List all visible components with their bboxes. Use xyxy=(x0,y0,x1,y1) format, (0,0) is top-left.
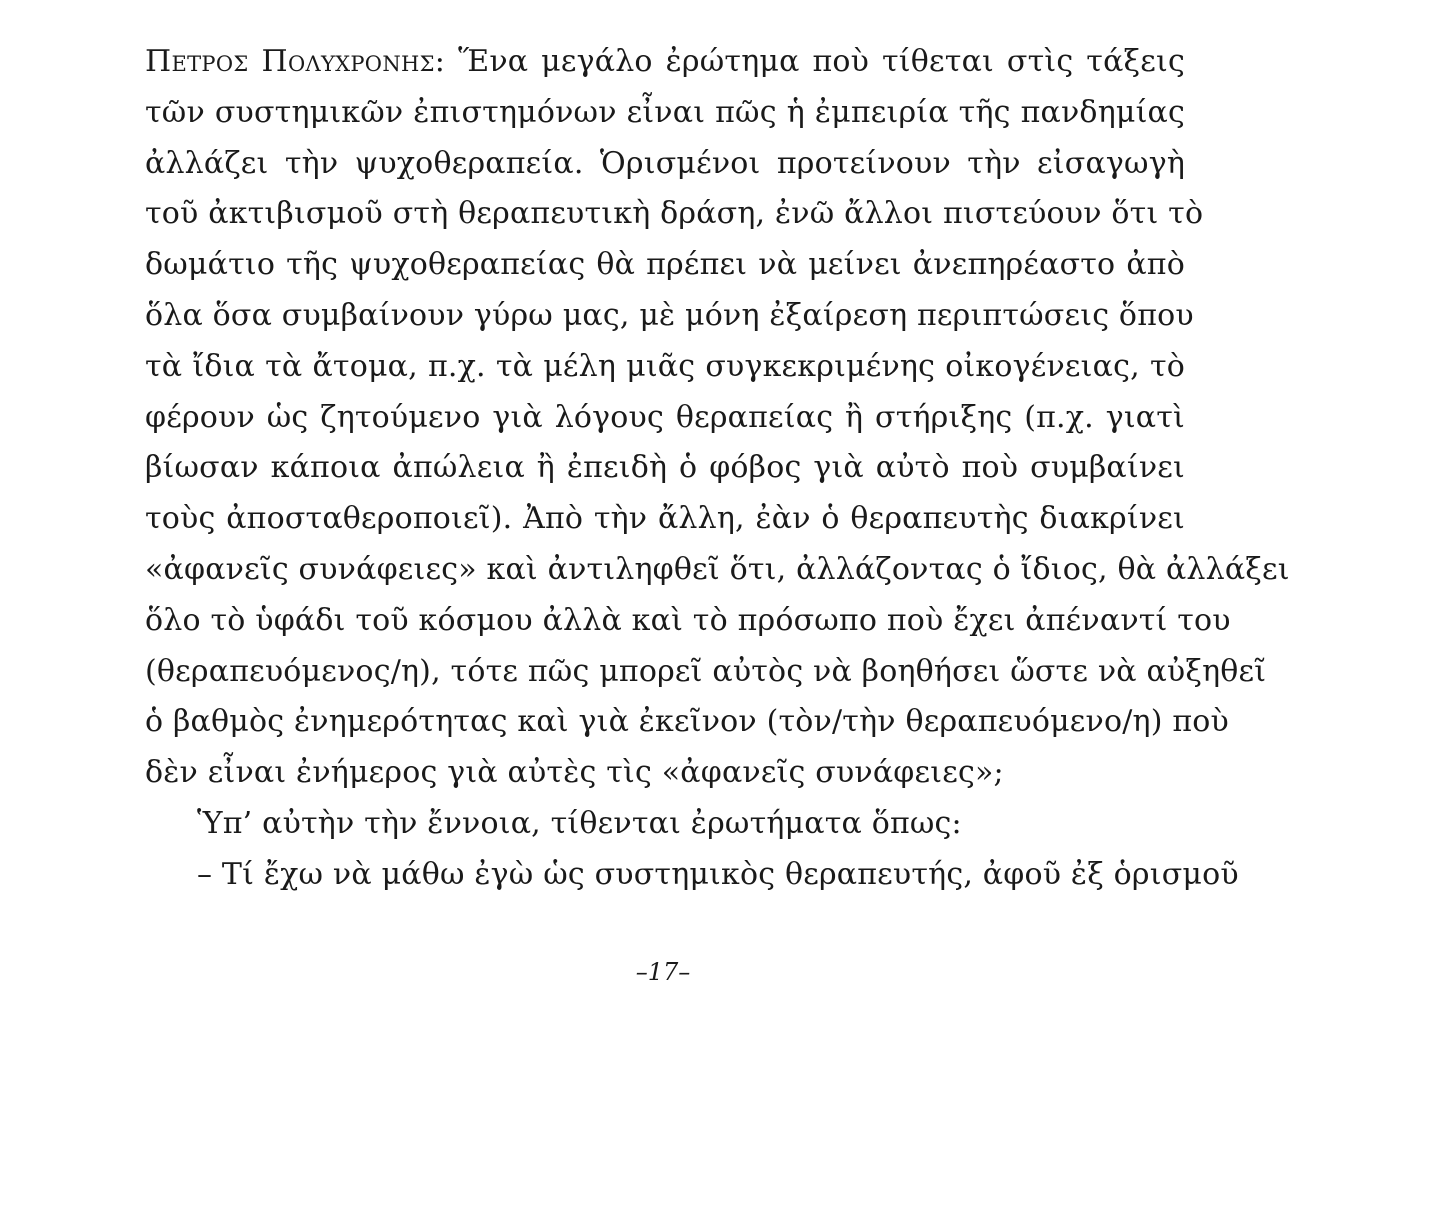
speaker-name: Πετρος Πολυχρονης: xyxy=(145,44,446,79)
text-line: τὰ ἴδια τὰ ἄτομα, π.χ. τὰ μέλη μιᾶς συγκεκριμένης οἰκογένειας, τὸ xyxy=(145,348,1185,384)
body-text xyxy=(145,37,1290,901)
text-line: ὅλο τὸ ὑφάδι τοῦ κόσμου ἀλλὰ καὶ τὸ πρόσωπο ποὺ ἔχει ἀπέναντί του xyxy=(145,602,1231,638)
text-line: (θεραπευόμενος/η), τότε πῶς μπορεῖ αὐτὸς νὰ βοηθήσει ὥστε νὰ αὐξηθεῖ xyxy=(145,653,1267,689)
text-line: τοὺς ἀποσταθεροποιεῖ). Ἀπὸ τὴν ἄλλη, ἐὰν ὁ θεραπευτὴς διακρίνει xyxy=(145,501,1185,537)
text-line: ὁ βαθμὸς ἐνημερότητας καὶ γιὰ ἐκεῖνον (τὸν/τὴν θεραπευόμενο/η) ποὺ xyxy=(145,704,1229,740)
text-line: τοῦ ἀκτιβισμοῦ στὴ θεραπευτικὴ δράση, ἐνῶ ἄλλοι πιστεύουν ὅτι τὸ xyxy=(145,196,1204,232)
page-number: –17– xyxy=(635,958,691,986)
text-line xyxy=(145,37,1185,88)
text-line: δωμάτιο τῆς ψυχοθεραπείας θὰ πρέπει νὰ μείνει ἀνεπηρέαστο ἀπὸ xyxy=(145,247,1185,283)
text-line: φέρουν ὡς ζητούμενο γιὰ λόγους θεραπείας ἢ στήριξης (π.χ. γιατὶ xyxy=(145,399,1185,435)
text-line: τῶν συστημικῶν ἐπιστημόνων εἶναι πῶς ἡ ἐμπειρία τῆς πανδημίας xyxy=(145,94,1185,130)
indented-line: – Τί ἔχω νὰ μάθω ἐγὼ ὡς συστημικὸς θεραπευτής, ἀφοῦ ἐξ ὁρισμοῦ xyxy=(197,856,1239,892)
text-line: «ἀφανεῖς συνάφειες» καὶ ἀντιληφθεῖ ὅτι, ἀλλάζοντας ὁ ἴδιος, θὰ ἀλλάξει xyxy=(145,551,1290,587)
text-line: βίωσαν κάποια ἀπώλεια ἢ ἐπειδὴ ὁ φόβος γιὰ αὐτὸ ποὺ συμβαίνει xyxy=(145,450,1185,486)
text-line: δὲν εἶναι ἐνήμερος γιὰ αὐτὲς τὶς «ἀφανεῖς συνάφειες»; xyxy=(145,755,1004,791)
text-line: ἀλλάζει τὴν ψυχοθεραπεία. Ὁρισμένοι προτείνουν τὴν εἰσαγωγὴ xyxy=(145,145,1185,181)
indented-line: Ὑπ’ αὐτὴν τὴν ἔννοια, τίθενται ἐρωτήματα ὅπως: xyxy=(197,805,962,841)
line-text: Ἕνα μεγάλο ἐρώτημα ποὺ τίθεται στὶς τάξεις xyxy=(458,44,1185,79)
text-line: ὅλα ὅσα συμβαίνουν γύρω μας, μὲ μόνη ἐξαίρεση περιπτώσεις ὅπου xyxy=(145,297,1194,333)
